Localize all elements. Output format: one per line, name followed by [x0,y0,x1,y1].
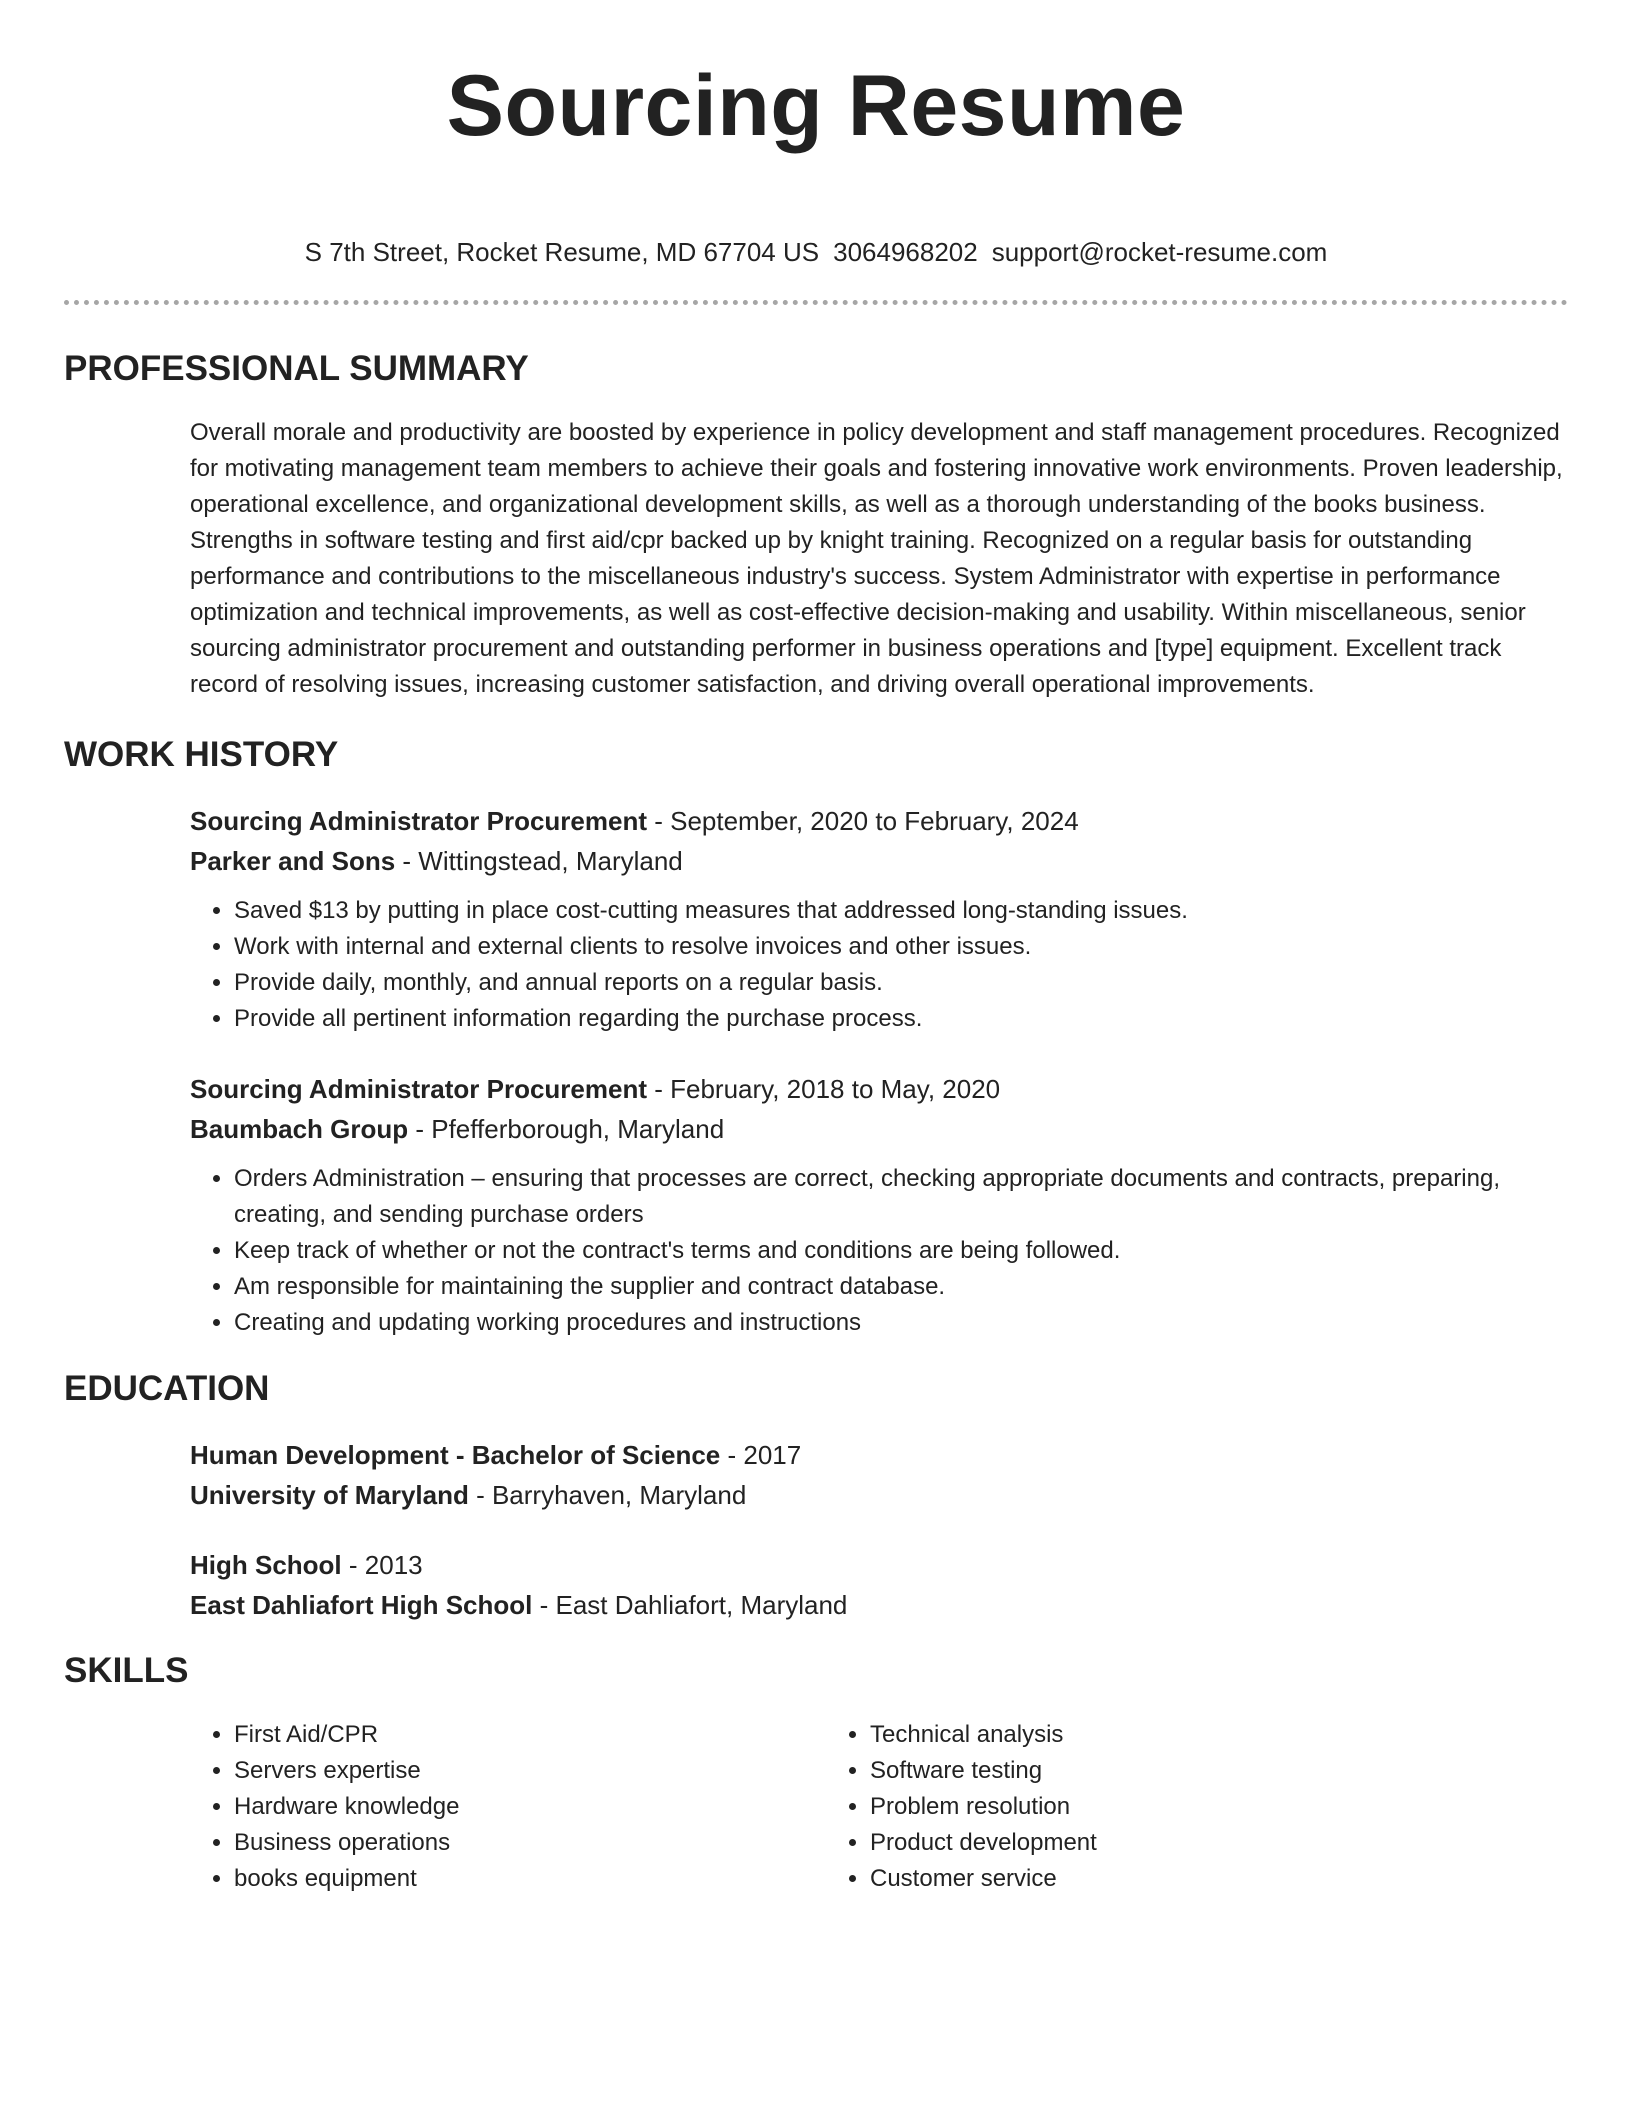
degree-line [190,1545,1568,1585]
job-bullets [190,893,1568,1037]
list-item: • Work with internal and external clients to resolve invoices and other issues. [234,929,1568,965]
list-item: • Provide daily, monthly, and annual reports on a regular basis. [234,965,1568,1001]
work-history-heading: WORK HISTORY [64,735,339,774]
skill-item: • Customer service [870,1861,1462,1897]
skills-list-left [190,1717,826,1897]
education-heading: EDUCATION [64,1369,270,1408]
list-item: • Keep track of whether or not the contract's terms and conditions are being followed. [234,1233,1568,1269]
skills-columns [190,1717,1568,1897]
contact-email: support@rocket-resume.com [991,237,1328,267]
degree-year: - 2017 [720,1440,802,1470]
list-item: • Orders Administration – ensuring that processes are correct, checking appropriate documents and contracts, preparing, creating, and sending purchase orders [234,1161,1568,1233]
job-location: - Wittingstead, Maryland [395,846,683,876]
job-entry [190,1069,1568,1341]
skill-item: • First Aid/CPR [234,1717,826,1753]
contact-address: S 7th Street, Rocket Resume, MD 67704 US [304,237,820,267]
header-divider [64,300,1568,305]
education-entry [190,1435,1568,1515]
school-location: - Barryhaven, Maryland [468,1480,747,1510]
job-company: Parker and Sons [190,846,396,876]
degree-name: High School [190,1550,342,1580]
skill-item: • books equipment [234,1861,826,1897]
skill-item: • Problem resolution [870,1789,1462,1825]
list-item: • Am responsible for maintaining the supplier and contract database. [234,1269,1568,1305]
list-item: • Creating and updating working procedures and instructions [234,1305,1568,1341]
school-name: University of Maryland [190,1480,469,1510]
education-entry [190,1545,1568,1625]
skills-list-right [826,1717,1462,1897]
contact-phone: 3064968202 [833,237,978,267]
degree-year: - 2013 [341,1550,423,1580]
job-dates: - September, 2020 to February, 2024 [647,806,1079,836]
degree-name: Human Development - Bachelor of Science [190,1440,721,1470]
skill-item: • Business operations [234,1825,826,1861]
school-line [190,1475,1568,1515]
skill-item: • Product development [870,1825,1462,1861]
skill-item: • Servers expertise [234,1753,826,1789]
job-company: Baumbach Group [190,1114,409,1144]
school-location: - East Dahliafort, Maryland [532,1590,848,1620]
school-name: East Dahliafort High School [190,1590,533,1620]
resume-title: Sourcing Resume [446,58,1186,154]
job-title-line [190,1069,1568,1109]
summary-text: Overall morale and productivity are boosted by experience in policy development and staff management procedures. Recognized for motivating management team members to achieve their goals and fostering innovative work environments. Proven leadership, operational excellence, and organizational development skills, as well as a thorough understanding of the books business. Strengths in software testing and first aid/cpr backed up by knight training. Recognized on a regular basis for outstanding performance and contributions to the miscellaneous industry's success. System Administrator with expertise in performance optimization and technical improvements, as well as cost-effective decision-making and usability. Within miscellaneous, senior sourcing administrator procurement and outstanding performer in business operations and [type] equipment. Excellent track record of resolving issues, increasing customer satisfaction, and driving overall operational improvements. [190,419,1563,698]
skill-item: • Hardware knowledge [234,1789,826,1825]
skills-heading: SKILLS [64,1651,189,1690]
degree-line [190,1435,1568,1475]
list-item: • Provide all pertinent information regarding the purchase process. [234,1001,1568,1037]
job-entry [190,801,1568,1037]
job-company-line [190,841,1568,881]
school-line [190,1585,1568,1625]
summary-heading: PROFESSIONAL SUMMARY [64,349,529,388]
list-item: • Saved $13 by putting in place cost-cutting measures that addressed long-standing issues. [234,893,1568,929]
job-bullets [190,1161,1568,1341]
job-location: - Pfefferborough, Maryland [408,1114,725,1144]
job-company-line [190,1109,1568,1149]
job-title-line [190,801,1568,841]
job-role: Sourcing Administrator Procurement [190,1074,647,1104]
job-dates: - February, 2018 to May, 2020 [647,1074,1001,1104]
job-role: Sourcing Administrator Procurement [190,806,647,836]
contact-line [64,234,1568,270]
skill-item: • Technical analysis [870,1717,1462,1753]
skill-item: • Software testing [870,1753,1462,1789]
